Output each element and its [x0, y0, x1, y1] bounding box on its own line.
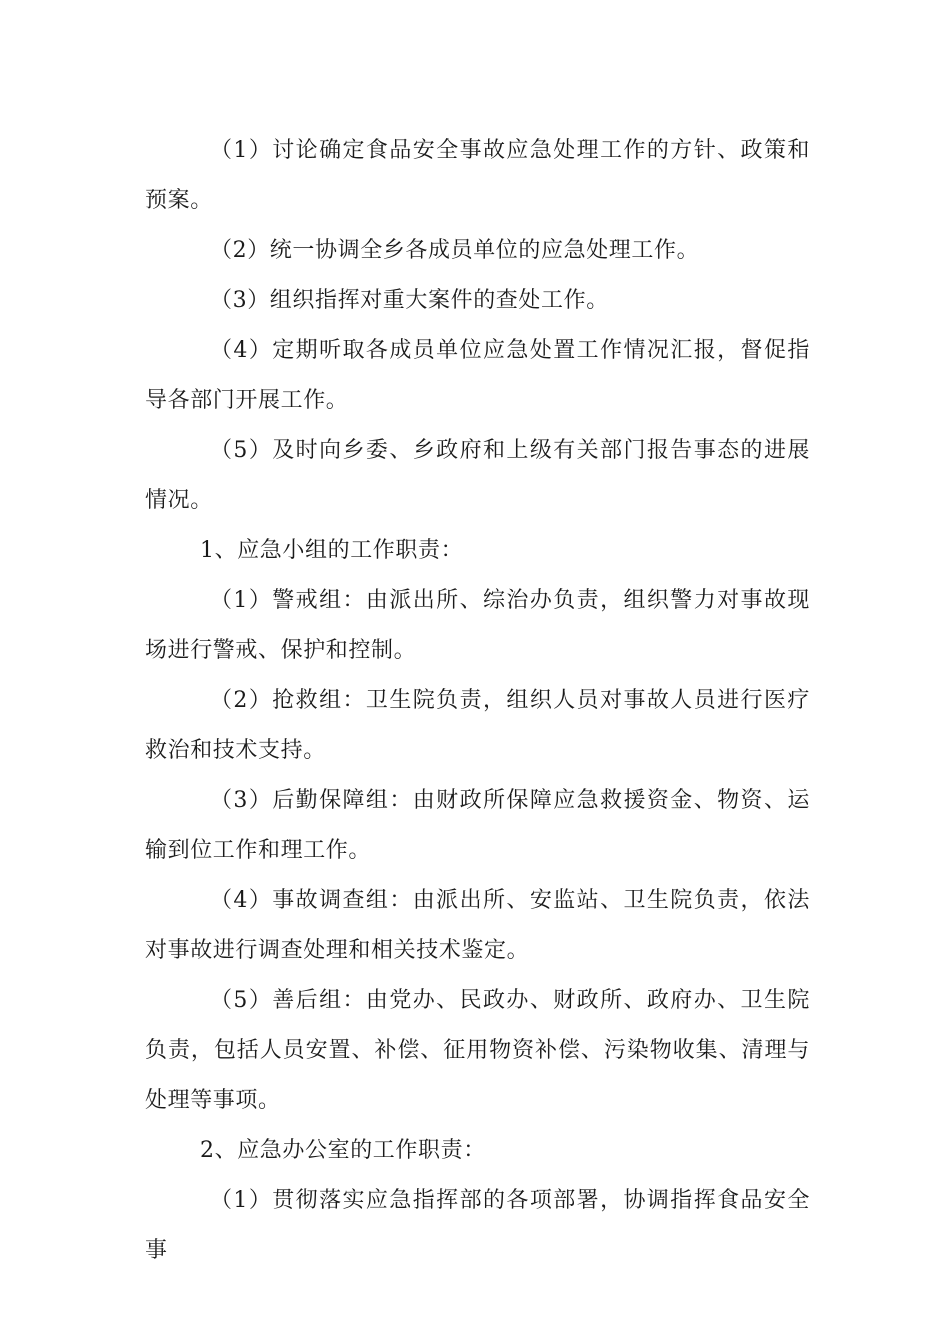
- section-heading-office: 2、应急办公室的工作职责：: [200, 1138, 486, 1163]
- paragraph-group-1: （1）警戒组：由派出所、综治办负责，组织警力对事故现场进行警戒、保护和控制。: [145, 588, 810, 663]
- paragraph-group-5: （5）善后组：由党办、民政办、财政所、政府办、卫生院负责，包括人员安置、补偿、征用物资补偿、污染物收集、清理与处理等事项。: [145, 988, 810, 1113]
- paragraph-duty-3: （3）组织指挥对重大案件的查处工作。: [210, 288, 609, 313]
- paragraph-duty-4: （4）定期听取各成员单位应急处置工作情况汇报，督促指导各部门开展工作。: [145, 338, 810, 413]
- paragraph-duty-2: （2）统一协调全乡各成员单位的应急处理工作。: [210, 238, 700, 263]
- paragraph-office-1: （1）贯彻落实应急指挥部的各项部署，协调指挥食品安全事: [145, 1188, 810, 1263]
- paragraph-group-2: （2）抢救组：卫生院负责，组织人员对事故人员进行医疗救治和技术支持。: [145, 688, 810, 763]
- document-body: [145, 126, 810, 1276]
- section-heading-groups: 1、应急小组的工作职责：: [200, 538, 464, 563]
- paragraph-duty-5: （5）及时向乡委、乡政府和上级有关部门报告事态的进展情况。: [145, 438, 810, 513]
- paragraph-duty-1: （1）讨论确定食品安全事故应急处理工作的方针、政策和预案。: [145, 138, 810, 213]
- paragraph-group-4: （4）事故调查组：由派出所、安监站、卫生院负责，依法对事故进行调查处理和相关技术鉴定。: [145, 888, 810, 963]
- paragraph-group-3: （3）后勤保障组：由财政所保障应急救援资金、物资、运输到位工作和理工作。: [145, 788, 810, 863]
